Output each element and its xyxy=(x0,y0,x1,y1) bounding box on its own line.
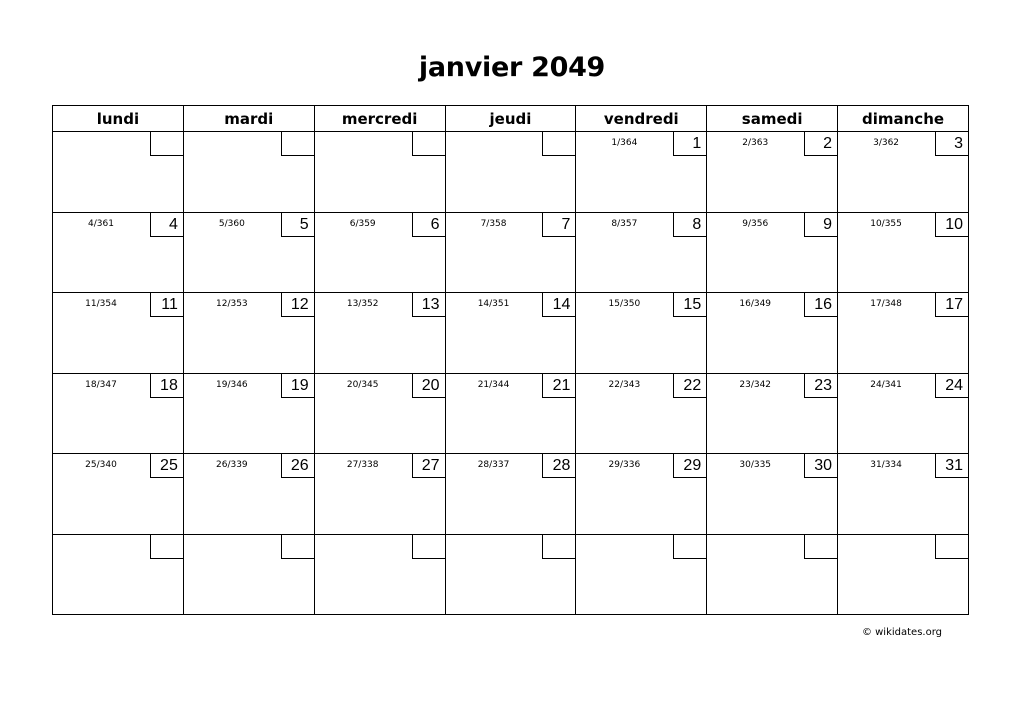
day-number: 28 xyxy=(542,453,576,478)
day-of-year-label: 31/334 xyxy=(870,460,902,470)
day-cell xyxy=(445,534,576,615)
day-number: 1 xyxy=(673,131,707,156)
day-number: 8 xyxy=(673,212,707,237)
day-number xyxy=(412,131,446,156)
week-row xyxy=(53,132,969,213)
day-cell xyxy=(445,293,576,374)
day-cell xyxy=(445,373,576,454)
day-of-year-label: 12/353 xyxy=(216,299,248,309)
day-of-year-label: 23/342 xyxy=(739,379,772,390)
day-number: 2 xyxy=(804,131,838,156)
day-of-year-label: 9/356 xyxy=(742,218,769,229)
day-cell xyxy=(53,373,184,454)
day-cell xyxy=(838,454,969,535)
weekday-header-row xyxy=(53,106,969,132)
day-number: 10 xyxy=(935,212,969,237)
day-cell xyxy=(314,293,445,374)
day-number xyxy=(804,534,838,559)
weekday-header: vendredi xyxy=(576,106,707,132)
day-of-year-label: 8/357 xyxy=(611,218,638,229)
day-cell xyxy=(445,454,576,535)
week-row xyxy=(53,534,969,615)
day-cell xyxy=(53,293,184,374)
calendar-title: janvier 2049 xyxy=(418,52,606,83)
day-of-year-label: 28/337 xyxy=(477,460,510,470)
day-cell xyxy=(576,534,707,615)
day-cell xyxy=(183,132,314,213)
day-cell xyxy=(838,293,969,374)
day-cell xyxy=(576,454,707,535)
day-number: 5 xyxy=(281,212,315,237)
day-of-year-label: 11/354 xyxy=(85,299,117,309)
day-number xyxy=(542,131,576,156)
day-of-year-label: 30/335 xyxy=(739,460,772,470)
day-number: 29 xyxy=(673,453,707,478)
day-cell xyxy=(707,534,838,615)
week-row xyxy=(53,454,969,535)
day-cell xyxy=(576,212,707,293)
day-number: 31 xyxy=(935,453,969,478)
day-cell xyxy=(707,132,838,213)
weekday-header: jeudi xyxy=(445,106,576,132)
weekday-header: samedi xyxy=(707,106,838,132)
day-number: 25 xyxy=(150,453,184,478)
day-number xyxy=(412,534,446,559)
day-of-year-label: 20/345 xyxy=(346,379,379,390)
day-number: 22 xyxy=(673,373,707,398)
day-of-year-label: 27/338 xyxy=(346,460,379,470)
day-number xyxy=(281,534,315,559)
day-cell xyxy=(314,534,445,615)
day-number: 11 xyxy=(150,292,184,317)
day-cell xyxy=(183,212,314,293)
week-row xyxy=(53,373,969,454)
day-cell xyxy=(707,373,838,454)
day-cell xyxy=(183,373,314,454)
day-cell xyxy=(314,454,445,535)
day-cell xyxy=(314,212,445,293)
day-cell xyxy=(53,132,184,213)
calendar-grid xyxy=(52,105,969,615)
day-cell xyxy=(576,132,707,213)
copyright-footer: © wikidates.org xyxy=(861,627,942,638)
day-of-year-label: 21/344 xyxy=(477,379,510,390)
day-cell xyxy=(183,293,314,374)
day-number: 4 xyxy=(150,212,184,237)
day-number: 7 xyxy=(542,212,576,237)
weekday-header: dimanche xyxy=(838,106,969,132)
day-number: 16 xyxy=(804,292,838,317)
day-number: 19 xyxy=(281,373,315,398)
day-cell xyxy=(838,373,969,454)
day-cell xyxy=(53,534,184,615)
week-row xyxy=(53,212,969,293)
day-of-year-label: 25/340 xyxy=(85,460,117,470)
day-number: 18 xyxy=(150,373,184,398)
day-cell xyxy=(53,454,184,535)
day-of-year-label: 26/339 xyxy=(216,460,248,470)
weekday-header: mardi xyxy=(183,106,314,132)
day-of-year-label: 14/351 xyxy=(477,299,510,309)
day-of-year-label: 6/359 xyxy=(349,218,376,229)
day-of-year-label: 17/348 xyxy=(870,299,902,309)
day-cell xyxy=(707,454,838,535)
day-cell xyxy=(576,373,707,454)
day-of-year-label: 15/350 xyxy=(608,299,641,309)
day-cell xyxy=(53,212,184,293)
day-cell xyxy=(576,293,707,374)
day-number: 17 xyxy=(935,292,969,317)
day-of-year-label: 13/352 xyxy=(346,299,379,309)
day-number xyxy=(150,131,184,156)
day-cell xyxy=(445,212,576,293)
week-row xyxy=(53,293,969,374)
day-number xyxy=(935,534,969,559)
day-number: 14 xyxy=(542,292,576,317)
day-number: 15 xyxy=(673,292,707,317)
day-number: 13 xyxy=(412,292,446,317)
day-of-year-label: 18/347 xyxy=(85,379,117,390)
day-of-year-label: 22/343 xyxy=(608,379,641,390)
day-cell xyxy=(838,212,969,293)
day-of-year-label: 29/336 xyxy=(608,460,641,470)
day-of-year-label: 10/355 xyxy=(870,218,902,229)
day-cell xyxy=(314,373,445,454)
day-of-year-label: 19/346 xyxy=(216,379,248,390)
day-number: 24 xyxy=(935,373,969,398)
day-cell xyxy=(445,132,576,213)
day-number: 27 xyxy=(412,453,446,478)
day-cell xyxy=(314,132,445,213)
day-of-year-label: 16/349 xyxy=(739,299,772,309)
day-of-year-label: 7/358 xyxy=(480,218,507,229)
day-number xyxy=(542,534,576,559)
day-cell xyxy=(838,132,969,213)
day-cell xyxy=(183,534,314,615)
day-number: 26 xyxy=(281,453,315,478)
day-cell xyxy=(838,534,969,615)
day-number: 21 xyxy=(542,373,576,398)
day-number xyxy=(281,131,315,156)
day-number: 20 xyxy=(412,373,446,398)
day-of-year-label: 3/362 xyxy=(873,138,900,148)
day-number: 9 xyxy=(804,212,838,237)
day-number: 12 xyxy=(281,292,315,317)
day-of-year-label: 4/361 xyxy=(88,218,114,229)
day-number xyxy=(673,534,707,559)
day-number: 3 xyxy=(935,131,969,156)
day-cell xyxy=(707,293,838,374)
day-cell xyxy=(707,212,838,293)
day-of-year-label: 2/363 xyxy=(742,138,769,148)
day-of-year-label: 5/360 xyxy=(218,218,245,229)
weekday-header: lundi xyxy=(53,106,184,132)
day-of-year-label: 1/364 xyxy=(611,138,638,148)
day-cell xyxy=(183,454,314,535)
day-of-year-label: 24/341 xyxy=(870,379,902,390)
day-number: 6 xyxy=(412,212,446,237)
day-number: 30 xyxy=(804,453,838,478)
day-number xyxy=(150,534,184,559)
weekday-header: mercredi xyxy=(314,106,445,132)
day-number: 23 xyxy=(804,373,838,398)
